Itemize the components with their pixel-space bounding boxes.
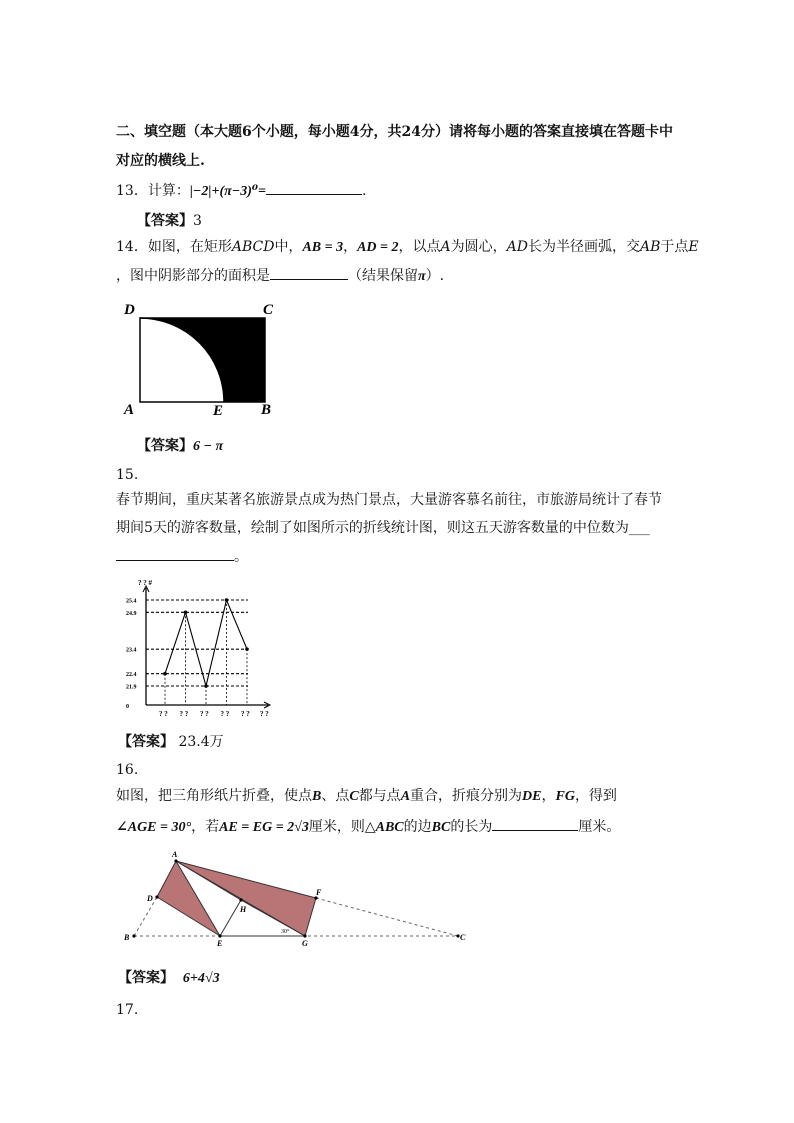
fig16-label-f: F xyxy=(316,888,322,897)
q16-point-b: B xyxy=(312,789,322,804)
q13-answer-value: 3 xyxy=(193,213,202,229)
section-title-line1: 二、填空题（本大题6个小题，每小题4分，共24分）请将每小题的答案直接填在答题卡中 xyxy=(116,124,673,140)
q16-text-k: 厘米。 xyxy=(578,819,621,835)
y-tick-label: 25.4 xyxy=(126,598,137,605)
q16-fg: FG xyxy=(555,789,575,804)
q15-line-chart xyxy=(118,578,280,720)
x-tick-label: ? ? xyxy=(179,710,189,718)
q14-pi: π xyxy=(418,269,426,284)
q13-answer xyxy=(137,211,202,231)
q14-text-c: ，以点 xyxy=(398,239,441,255)
label-b: B xyxy=(261,402,272,418)
q16-text-e: ， xyxy=(541,788,556,804)
x-axis-end-label: ? ? xyxy=(260,710,269,718)
q16-text-g: ，若 xyxy=(191,819,220,835)
q13-expression: |−2|+(π−3)⁰= xyxy=(189,184,267,199)
q14-answer-blank[interactable] xyxy=(270,265,348,280)
fig16-label-e: E xyxy=(217,939,223,948)
q16-text-a: 如图，把三角形纸片折叠，使点 xyxy=(116,788,312,804)
q14-point-e: E xyxy=(688,239,699,255)
q14-text-f: 于点 xyxy=(660,239,689,255)
q16-fold-figure xyxy=(118,846,478,948)
y-tick-label: 21.9 xyxy=(126,684,137,691)
q14-text-i: ）. xyxy=(425,268,445,284)
q14-ab: AB xyxy=(640,239,661,255)
q15-suffix: 。 xyxy=(234,549,248,565)
q15-answer-blank[interactable] xyxy=(116,546,234,561)
q14-text-d: 为圆心， xyxy=(450,239,507,255)
dot-d xyxy=(155,895,158,898)
q15-answer-value: 23.4万 xyxy=(178,734,224,750)
q17-number: 17. xyxy=(116,1002,139,1018)
label-d: D xyxy=(124,302,135,318)
q16-text-j: 的长为 xyxy=(450,819,493,835)
q15-answer xyxy=(118,732,224,752)
y-tick-label: 0 xyxy=(126,704,129,710)
fig16-label-b: B xyxy=(124,933,130,942)
q13-suffix: . xyxy=(362,183,367,199)
q14-text-g: ，图中阴影部分的面积是 xyxy=(116,268,270,284)
fig16-label-a: A xyxy=(172,850,178,859)
q15-answer-tag: 【答案】 xyxy=(118,734,174,750)
q16-de: DE xyxy=(522,789,542,804)
x-tick-label: ? ? xyxy=(159,710,168,718)
fig16-label-g: G xyxy=(302,939,308,948)
data-point xyxy=(163,672,167,676)
question-14-line2 xyxy=(116,265,444,287)
q16-text-i: 的边 xyxy=(403,819,432,835)
q16-text-f: ，得到 xyxy=(574,788,617,804)
y-axis-unit: ? ? # xyxy=(138,579,152,587)
q14-ab-eq: AB = 3 xyxy=(302,240,344,255)
q15-text-line1: 春节期间，重庆某著名旅游景点成为热门景点，大量游客慕名前往，市旅游局统计了春节 xyxy=(116,492,662,508)
q14-text-e: 长为半径画弧，交 xyxy=(528,239,640,255)
q16-equation: AE = EG = 2√3 xyxy=(219,820,309,835)
dot-h xyxy=(239,898,242,901)
data-point xyxy=(245,647,249,651)
q16-point-c: C xyxy=(349,789,359,804)
q16-point-a: A xyxy=(400,789,411,804)
fig16-label-c: C xyxy=(460,933,466,942)
label-a: A xyxy=(124,402,135,418)
q16-text-c: 都与点 xyxy=(358,788,401,804)
q14-point-a: A xyxy=(440,239,451,255)
q16-text-b: 、点 xyxy=(321,788,350,804)
q16-text-d: 重合，折痕分别为 xyxy=(410,788,523,804)
line-fc xyxy=(316,898,458,936)
q15-text-line3 xyxy=(116,546,248,567)
q16-text-h: 厘米，则 xyxy=(308,819,365,835)
data-point xyxy=(184,610,188,614)
q14-abcd: ABCD xyxy=(231,239,275,255)
q16-answer xyxy=(118,968,220,989)
q16-angle: ∠AGE = 30° xyxy=(116,820,192,835)
fig16-label-h: H xyxy=(240,905,247,914)
q14-sep: ， xyxy=(343,239,358,255)
q15-text-line2: 期间5天的游客数量，绘制了如图所示的折线统计图，则这五天游客数量的中位数为___ xyxy=(116,520,650,536)
line-bd xyxy=(134,897,157,936)
line-eh xyxy=(220,900,241,936)
q16-bc: BC xyxy=(431,820,451,835)
dot-a xyxy=(174,859,177,862)
x-tick-label: ? ? xyxy=(200,710,209,718)
q14-text-h: （结果保留 xyxy=(348,268,418,284)
q16-answer-value: 6+4√3 xyxy=(182,971,220,986)
question-14-line1 xyxy=(116,237,699,258)
q13-prefix: 13．计算： xyxy=(116,183,190,199)
q14-ad-eq: AD = 2 xyxy=(357,240,399,255)
dot-b xyxy=(132,934,135,937)
y-tick-label: 22.4 xyxy=(126,672,137,679)
question-13 xyxy=(116,180,366,202)
q14-rectangle-figure xyxy=(118,296,286,420)
x-tick-label: ? ? xyxy=(241,710,250,718)
q13-answer-tag: 【答案】 xyxy=(137,213,193,229)
label-c: C xyxy=(263,302,274,318)
dot-e xyxy=(218,934,221,937)
y-tick-label: 24.9 xyxy=(126,610,137,617)
series-line xyxy=(165,600,247,686)
x-tick-label: ? ? xyxy=(220,710,230,718)
section-title-line2: 对应的横线上. xyxy=(116,153,205,169)
q16-answer-tag: 【答案】 xyxy=(118,970,174,986)
q13-answer-blank[interactable] xyxy=(266,180,362,195)
q16-number: 16. xyxy=(116,762,139,778)
fig16-label-d: D xyxy=(147,894,153,903)
q14-text-b: 中， xyxy=(274,239,303,255)
q14-ad: AD xyxy=(506,239,528,255)
dot-g xyxy=(303,934,306,937)
y-tick-label: 23.4 xyxy=(126,647,137,654)
data-point xyxy=(204,684,208,688)
q15-number: 15. xyxy=(116,467,139,483)
label-e: E xyxy=(213,403,224,419)
data-point xyxy=(225,598,229,602)
q16-triangle: △ABC xyxy=(364,820,404,835)
q14-text-a: 14．如图，在矩形 xyxy=(116,239,232,255)
q14-answer-value: 6 − π xyxy=(193,439,224,454)
q14-answer-tag: 【答案】 xyxy=(137,438,193,454)
q16-answer-blank[interactable] xyxy=(492,816,578,831)
q14-answer xyxy=(137,436,223,457)
q16-text-line2 xyxy=(116,816,620,838)
fig16-angle-label: 30° xyxy=(281,929,290,935)
q16-text-line1 xyxy=(116,786,617,807)
